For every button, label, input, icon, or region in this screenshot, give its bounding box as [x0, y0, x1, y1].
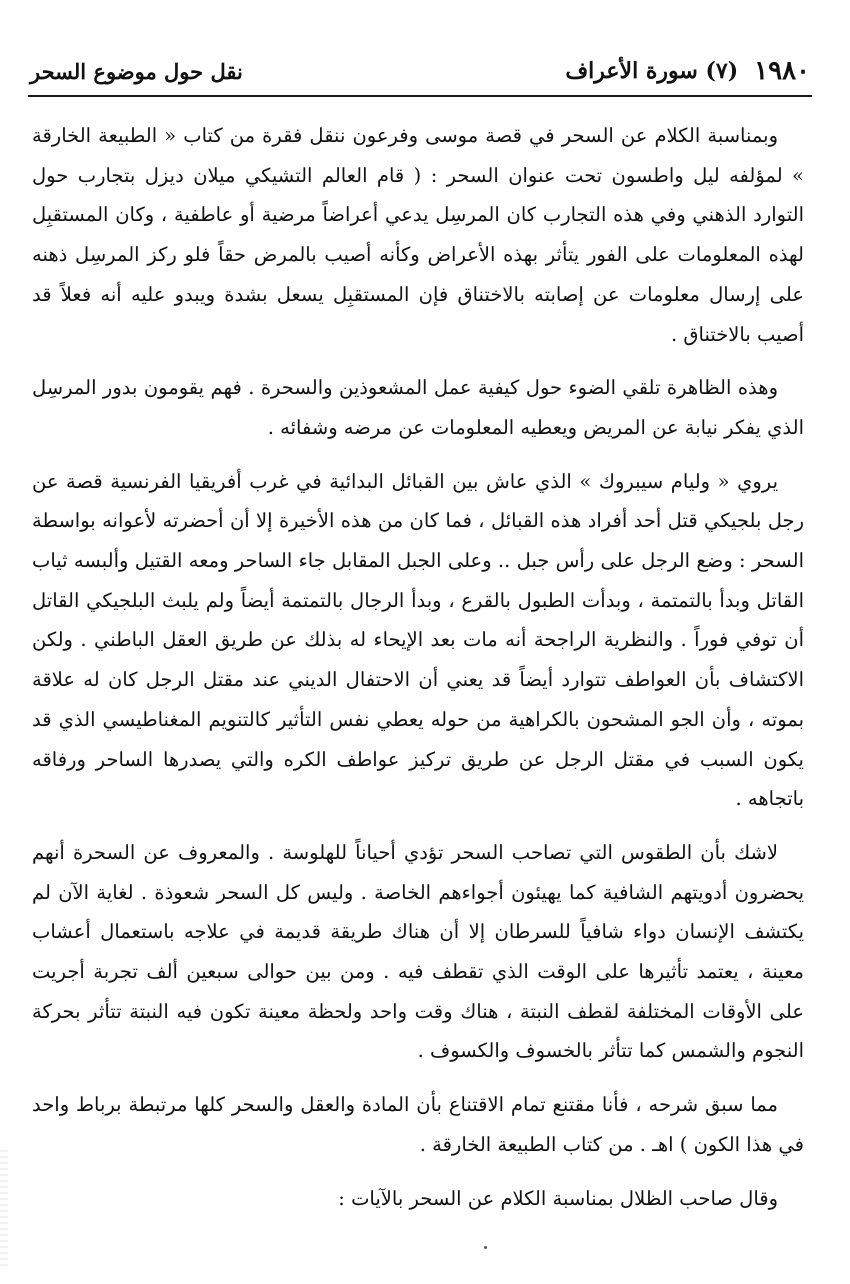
header-divider — [28, 95, 812, 97]
header-right-group — [565, 56, 810, 86]
paragraph-5: مما سبق شرحه ، فأنا مقتنع تمام الاقتناع بأن المادة والعقل والسحر كلها مرتبطة برباط واحد في هذا الكون ) اهـ . من كتاب الطبيعة الخارقة . — [32, 1093, 804, 1156]
topic-title: نقل حول موضوع السحر — [30, 58, 243, 84]
paragraph-4: لاشك بأن الطقوس التي تصاحب السحر تؤدي أحياناً للهلوسة . والمعروف عن السحرة أنهم يحضرون أدويتهم الشافية كما يهيئون أجواءهم الخاصة . وليس كل السحر شعوذة . لغاية الآن لم يكتشف الإنسان دواء شافياً للسرطان إلا أن هناك طريقة قديمة في علاجه باستعمال أعشاب معينة ، يعتمد تأثيرها على الوقت الذي تقطف فيه . ومن بين حوالى سبعين ألف تجربة أجريت على الأوقات المختلفة لقطف النبتة ، هناك وقت واحد ولحظة معينة تكون فيه النبتة تتأثر بحركة النجوم والشمس كما تتأثر بالخسوف والكسوف . — [32, 840, 804, 1063]
paragraph-1: وبمناسبة الكلام عن السحر في قصة موسى وفرعون ننقل فقرة من كتاب « الطبيعة الخارقة » لمؤلفه ليل واطسون تحت عنوان السحر : ( قام العالم التشيكي ميلان ديزل بتجارب حول التوارد الذهني وفي هذه التجارب كان المرسِل يدعي أعراضاً مرضية أو عاطفية ، وكان المستقبِل لهذه المعلومات على الفور يتأثر بهذه الأعراض وكأنه أصيب بالمرض حقاً فلو ركز المرسِل ذهنه على إرسال معلومات عن إصابته بالاختناق فإن المستقبِل يسعل بشدة ويبدو عليه أنه فعلاً قد أصيب بالاختناق . — [32, 124, 804, 346]
paragraph-6: وقال صاحب الظلال بمناسبة الكلام عن السحر بالآيات : — [338, 1186, 778, 1210]
scan-edge-noise — [0, 1150, 8, 1270]
page-header — [30, 50, 810, 92]
ink-speck — [484, 1246, 487, 1249]
surah-title: (٧) سورة الأعراف — [565, 58, 739, 84]
paragraph-3: يروي « وليام سيبروك » الذي عاش بين القبائل البدائية في غرب أفريقيا الفرنسية قصة عن رجل بلجيكي قتل أحد أفراد هذه القبائل ، فما كان من هذه الأخيرة إلا أن أحضرته لأعوانه بواسطة السحر : وضع الرجل على رأس جبل .. وعلى الجبل المقابل جاء الساحر ومعه القتيل وألبسه ثياب القاتل وبدأ بالتمتمة ، وبدأت الطبول بالقرع ، وبدأ الرجال بالتمتمة أيضاً ولم يلبث البلجيكي القاتل أن توفي فوراً . والنظرية الراجحة أنه مات بعد الإيحاء له بذلك عن طريق العقل الباطني . ولكن الاكتشاف بأن العواطف تتوارد أيضاً قد يعني أن الاحتفال الديني عند مقتل الرجل كان له علاقة بموته ، وأن الجو المشحون بالكراهية من حوله يعطي نفس التأثير كالتنويم المغناطيسي الذي قد يكون السبب في مقتل الرجل عن طريق تركيز عواطف الكره والتي يصدرها الساحر ورفاقه باتجاهه . — [32, 469, 804, 811]
page-number: ١٩٨٠ — [754, 56, 810, 86]
body-text — [32, 116, 804, 1218]
paragraph-2: وهذه الظاهرة تلقي الضوء حول كيفية عمل المشعوذين والسحرة . فهم يقومون بدور المرسِل الذي يفكر نيابة عن المريض ويعطيه المعلومات عن مرضه وشفائه . — [32, 376, 804, 439]
